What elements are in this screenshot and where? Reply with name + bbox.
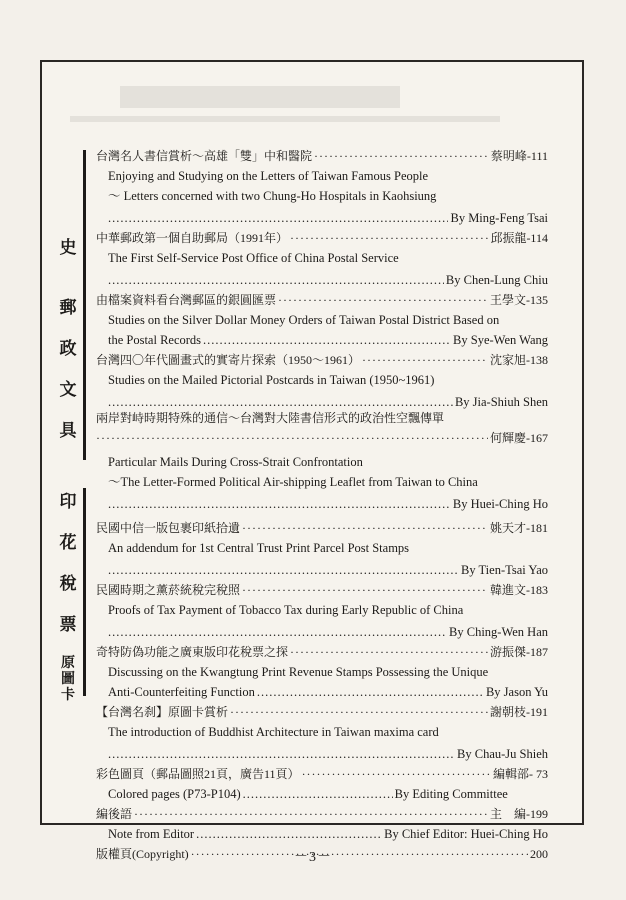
en-byline-row (96, 622, 548, 642)
zh-title: 民國時期之薰菸統稅完稅照 (96, 583, 241, 597)
zh-title: 由檔案資料看台灣郵區的銀圓匯票 (96, 293, 277, 307)
section-char: 花 (59, 533, 77, 553)
en-title: Anti-Counterfeiting Function (108, 685, 255, 699)
leader-dots (278, 290, 488, 310)
page-number: －3－ (294, 850, 332, 865)
leader-dots (196, 824, 382, 844)
section-char: 郵 (59, 298, 77, 318)
en-byline-row (96, 784, 548, 804)
en-title: Studies on the Silver Dollar Money Orders of Taiwan Postal District Based on (108, 313, 500, 327)
en-byline-row (96, 208, 548, 228)
leader-dots (108, 744, 455, 764)
author-page: 何輝慶-167 (490, 431, 548, 445)
section-char: 印 (59, 492, 77, 512)
en-byline: By Chief Editor: Huei-Ching Ho (384, 827, 548, 841)
en-byline: By Chen-Lung Chiu (445, 273, 548, 287)
zh-title: 台灣四〇年代圖畫式的實寄片探索（1950～1961） (96, 353, 361, 367)
en-title: ～ Letters concerned with two Chung-Ho Hospitals in Kaohsiung (108, 189, 437, 203)
en-byline: By Jia-Shiuh Shen (454, 395, 548, 409)
toc-entry-title (96, 804, 548, 824)
author-page: 韓進文-183 (490, 583, 548, 597)
section-char: 稅 (59, 574, 77, 594)
leader-dots (242, 580, 488, 600)
toc-entry-title (96, 764, 548, 784)
leader-dots (96, 428, 488, 448)
en-title: The First Self-Service Post Office of China Postal Service (108, 251, 399, 265)
zh-title: 兩岸對峙時期特殊的通信～台灣對大陸書信形式的政治性空飄傳單 (96, 411, 445, 425)
en-byline-row (96, 494, 548, 514)
toc-entry-title (96, 580, 548, 600)
section-line-revenue (83, 488, 86, 670)
en-byline: By Huei-Ching Ho (452, 497, 548, 511)
toc-entry-title (96, 290, 548, 310)
zh-title: 奇特防偽功能之廣東版印花稅票之探 (96, 645, 289, 659)
section-label-revenue (56, 494, 80, 634)
en-title: Discussing on the Kwangtung Print Revenue Stamps Possessing the Unique (108, 665, 489, 679)
en-byline-row (96, 824, 548, 844)
author-page: 謝朝枝-191 (490, 705, 548, 719)
zh-title: 版權頁(Copyright) (96, 847, 189, 861)
en-byline: By Chau-Ju Shieh (457, 747, 548, 761)
en-title: Proofs of Tax Payment of Tobacco Tax during Early Republic of China (108, 603, 464, 617)
en-byline: By Ming-Feng Tsai (450, 211, 548, 225)
author-page: 王學文-135 (490, 293, 548, 307)
en-byline-row (96, 560, 548, 580)
author-page: 主 編-199 (490, 807, 548, 821)
en-byline: By Tien-Tsai Yao (461, 563, 548, 577)
toc-entry-title (96, 642, 548, 662)
leader-dots (108, 560, 459, 580)
leader-dots (362, 350, 488, 370)
section-label-postal-history (56, 240, 80, 257)
zh-title: 民國中信一版包裹印紙拾遺 (96, 521, 241, 535)
en-byline-row (96, 744, 548, 764)
author-page: 編輯部- 73 (493, 767, 548, 781)
author-page: 游振傑-187 (490, 645, 548, 659)
toc-entry-title (96, 428, 548, 448)
leader-dots (134, 804, 488, 824)
zh-title: 編後語 (96, 807, 133, 821)
leader-dots (290, 228, 488, 248)
section-char: 具 (59, 421, 77, 441)
section-label-maxima (56, 656, 80, 702)
leader-dots (314, 146, 489, 166)
leader-dots (108, 622, 447, 642)
toc-entry-title (96, 518, 548, 538)
section-char: 政 (59, 339, 77, 359)
section-label-postal-tools (56, 300, 80, 440)
toc-entry-title (96, 350, 548, 370)
leader-dots (203, 330, 451, 350)
toc-entry-title (96, 146, 548, 166)
section-char: 原 (61, 655, 75, 671)
toc-entry-title (96, 702, 548, 722)
en-byline: By Ching-Wen Han (449, 625, 548, 639)
leader-dots (302, 764, 491, 784)
section-char: 圖 (61, 671, 75, 687)
leader-dots (108, 494, 451, 514)
en-title: The introduction of Buddhist Architecture in Taiwan maxima card (108, 725, 439, 739)
en-byline: By Jason Yu (485, 685, 548, 699)
en-title: Note from Editor (108, 827, 195, 841)
section-char: 史 (59, 238, 77, 258)
en-byline-row (96, 270, 548, 290)
zh-title: 【台灣名刹】原圖卡賞析 (96, 705, 229, 719)
en-title: An addendum for 1st Central Trust Print Parcel Post Stamps (108, 541, 410, 555)
leader-dots (243, 784, 393, 804)
zh-title: 台灣名人書信賞析～高雄「雙」中和醫院 (96, 149, 313, 163)
en-title: Particular Mails During Cross-Strait Confrontation (108, 455, 363, 469)
leader-dots (242, 518, 488, 538)
leader-dots (230, 702, 488, 722)
en-title: Studies on the Mailed Pictorial Postcards in Taiwan (1950~1961) (108, 373, 435, 387)
leader-dots (257, 682, 484, 702)
leader-dots (108, 270, 444, 290)
en-title: Enjoying and Studying on the Letters of Taiwan Famous People (108, 169, 429, 183)
section-char: 卡 (61, 687, 75, 703)
section-char: 文 (59, 380, 77, 400)
leader-dots (290, 642, 488, 662)
author-page: 姚天才-181 (490, 521, 548, 535)
toc-entry-title (96, 228, 548, 248)
en-title: Colored pages (P73-P104) (108, 787, 241, 801)
en-byline-row (96, 682, 548, 702)
en-byline: By Editing Committee (394, 787, 508, 801)
page-ref: 200 (530, 847, 548, 861)
en-title: the Postal Records (108, 333, 202, 347)
author-page: 邱振龍-114 (490, 231, 548, 245)
en-byline: By Sye-Wen Wang (453, 333, 548, 347)
zh-title: 彩色圖頁（郵品圖照21頁，廣告11頁） (96, 767, 300, 781)
author-page: 沈家旭-138 (490, 353, 548, 367)
author-page: 蔡明峰-111 (490, 149, 548, 163)
zh-title: 中華郵政第一個自助郵局（1991年） (96, 231, 289, 245)
en-byline-row (96, 330, 548, 350)
section-char: 票 (59, 615, 77, 635)
leader-dots (108, 208, 448, 228)
section-line-postal (83, 150, 86, 460)
en-title: ～The Letter-Formed Political Air-shipping Leaflet from Taiwan to China (108, 475, 478, 489)
section-line-maxima (83, 652, 86, 696)
